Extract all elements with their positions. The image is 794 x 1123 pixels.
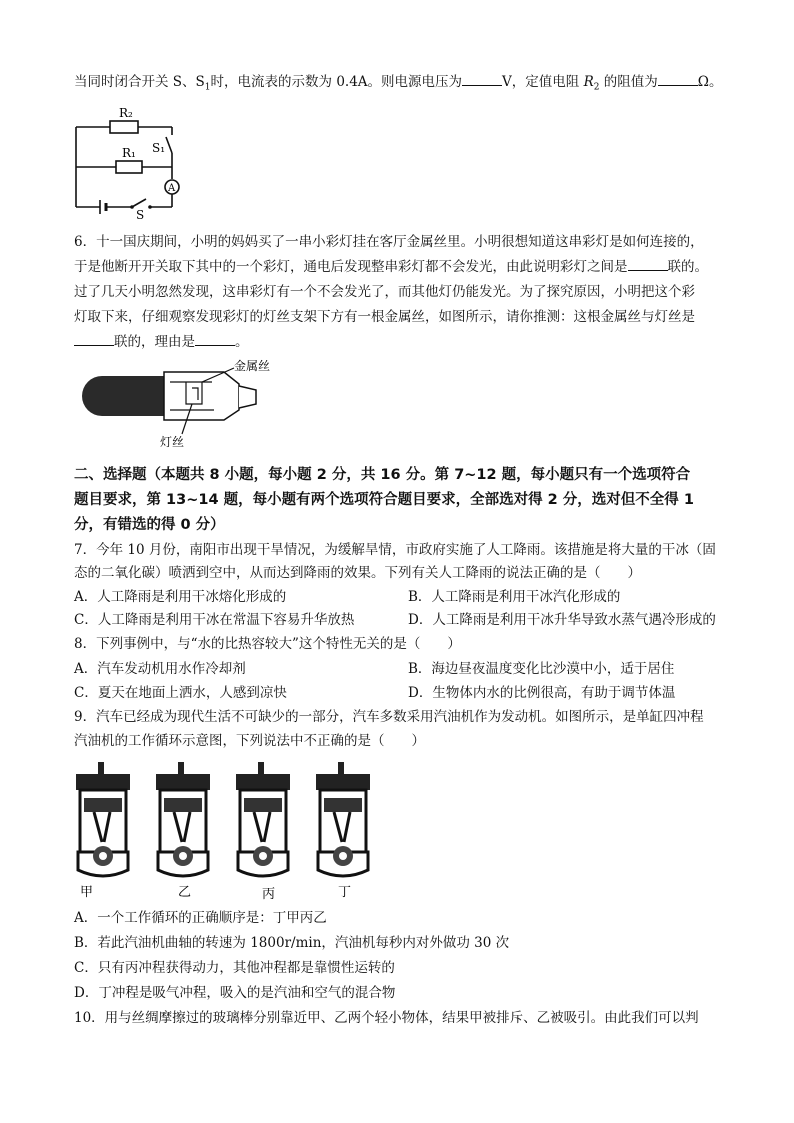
q6-text-5b: 。	[235, 334, 249, 350]
q5-text-b: 时，电流表的示数为 0.4A。则电源电压为	[210, 74, 463, 90]
q6-text-5a: 联的，理由是	[114, 334, 195, 350]
q6-line-5	[74, 332, 734, 352]
q5-line	[74, 72, 734, 98]
bulb-figure	[74, 358, 274, 448]
circuit-label-r1: R₁	[122, 146, 136, 160]
q6-blank-2[interactable]	[74, 332, 114, 346]
section2-line-1: 二、选择题（本题共 8 小题，每小题 2 分，共 16 分。第 7~12 题，每小题只有一个选项符合	[74, 467, 691, 483]
q6-text-2a: 于是他断开开关取下其中的一个彩灯，通电后发现整串彩灯都不会发光，由此说明彩灯之间是	[74, 259, 628, 275]
engine-label-bing: 丙	[262, 887, 276, 900]
q6-line-2	[74, 257, 734, 277]
q9-option-b[interactable]: B．若此汽油机曲轴的转速为 1800r/min，汽油机每秒内对外做功 30 次	[74, 935, 510, 951]
q9-option-d[interactable]: D．丁冲程是吸气冲程，吸入的是汽油和空气的混合物	[74, 985, 396, 1001]
circuit-label-r2: R₂	[119, 106, 133, 120]
q8-option-d[interactable]: D．生物体内水的比例很高，有助于调节体温	[408, 685, 676, 701]
q5-unit-ohm: Ω。	[697, 74, 723, 90]
q10-line-1: 10．用与丝绸摩擦过的玻璃棒分别靠近甲、乙两个轻小物体，结果甲被排斥、乙被吸引。由此我们可以判	[74, 1010, 699, 1026]
q5-unit-v: V，定值电阻	[502, 74, 584, 90]
q7-option-b[interactable]: B．人工降雨是利用干冰汽化形成的	[408, 589, 621, 605]
q7-line-1: 7．今年 10 月份，南阳市出现干旱情况，为缓解旱情，市政府实施了人工降雨。该措施是将大量的干冰（固	[74, 542, 716, 558]
bulb-label-metal: 金属丝	[234, 359, 271, 373]
q5-text-c: 的阻值为	[599, 74, 658, 90]
q9-option-a[interactable]: A．一个工作循环的正确顺序是：丁甲丙乙	[74, 910, 327, 926]
q5-blank-voltage[interactable]	[462, 72, 502, 86]
engine-label-yi: 乙	[178, 885, 192, 900]
circuit-label-s1: S₁	[152, 141, 166, 155]
q7-line-2: 态的二氧化碳）喷洒到空中，从而达到降雨的效果。下列有关人工降雨的说法正确的是（ ）	[74, 565, 641, 581]
q9-line-2: 汽油机的工作循环示意图，下列说法中不正确的是（ ）	[74, 733, 425, 749]
engine-label-ding: 丁	[338, 885, 352, 900]
q9-line-1: 9．汽车已经成为现代生活不可缺少的一部分，汽车多数采用汽油机作为发动机。如图所示，是单缸四冲程	[74, 709, 704, 725]
q6-blank-1[interactable]	[628, 257, 668, 271]
q5-text-a: 当同时闭合开关 S、S	[74, 74, 205, 90]
engine-diagrams	[74, 760, 374, 900]
q8-option-a[interactable]: A．汽车发动机用水作冷却剂	[74, 661, 246, 677]
q6-line-1: 6．十一国庆期间，小明的妈妈买了一串小彩灯挂在客厅金属丝里。小明很想知道这串彩灯是如何连接的，	[74, 234, 704, 250]
q5-r-symbol: R	[583, 74, 594, 90]
q8-line-1: 8．下列事例中，与“水的比热容较大”这个特性无关的是（ ）	[74, 636, 461, 652]
circuit-label-s: S	[136, 208, 145, 220]
q7-option-d[interactable]: D．人工降雨是利用干冰升华导致水蒸气遇冷形成的	[408, 612, 716, 628]
circuit-label-ammeter: A	[168, 183, 176, 194]
q5-r-sub: 2	[593, 82, 600, 93]
bulb-label-filament: 灯丝	[160, 435, 185, 448]
q9-option-c[interactable]: C．只有丙冲程获得动力，其他冲程都是靠惯性运转的	[74, 960, 395, 976]
q8-option-c[interactable]: C．夏天在地面上洒水，人感到凉快	[74, 685, 287, 701]
q6-line-3: 过了几天小明忽然发现，这串彩灯有一个不会发光了，而其他灯仍能发光。为了探究原因，小明把这个彩	[74, 284, 695, 300]
q6-blank-3[interactable]	[195, 332, 235, 346]
section2-line-2: 题目要求，第 13~14 题，每小题有两个选项符合题目要求，全部选对得 2 分，选对但不全得 1	[74, 492, 694, 508]
q5-sub1: 1	[204, 82, 211, 93]
circuit-diagram	[70, 105, 190, 220]
q5-blank-resistance[interactable]	[658, 72, 698, 86]
q7-option-c[interactable]: C．人工降雨是利用干冰在常温下容易升华放热	[74, 612, 355, 628]
section2-line-3: 分，有错选的得 0 分）	[74, 517, 225, 533]
q6-line-4: 灯取下来，仔细观察发现彩灯的灯丝支架下方有一根金属丝，如图所示，请你推测：这根金属丝与灯丝是	[74, 309, 695, 325]
q6-text-2b: 联的。	[667, 259, 708, 275]
engine-label-jia: 甲	[80, 885, 94, 900]
q8-option-b[interactable]: B．海边昼夜温度变化比沙漠中小，适于居住	[408, 661, 675, 677]
q7-option-a[interactable]: A．人工降雨是利用干冰熔化形成的	[74, 589, 287, 605]
